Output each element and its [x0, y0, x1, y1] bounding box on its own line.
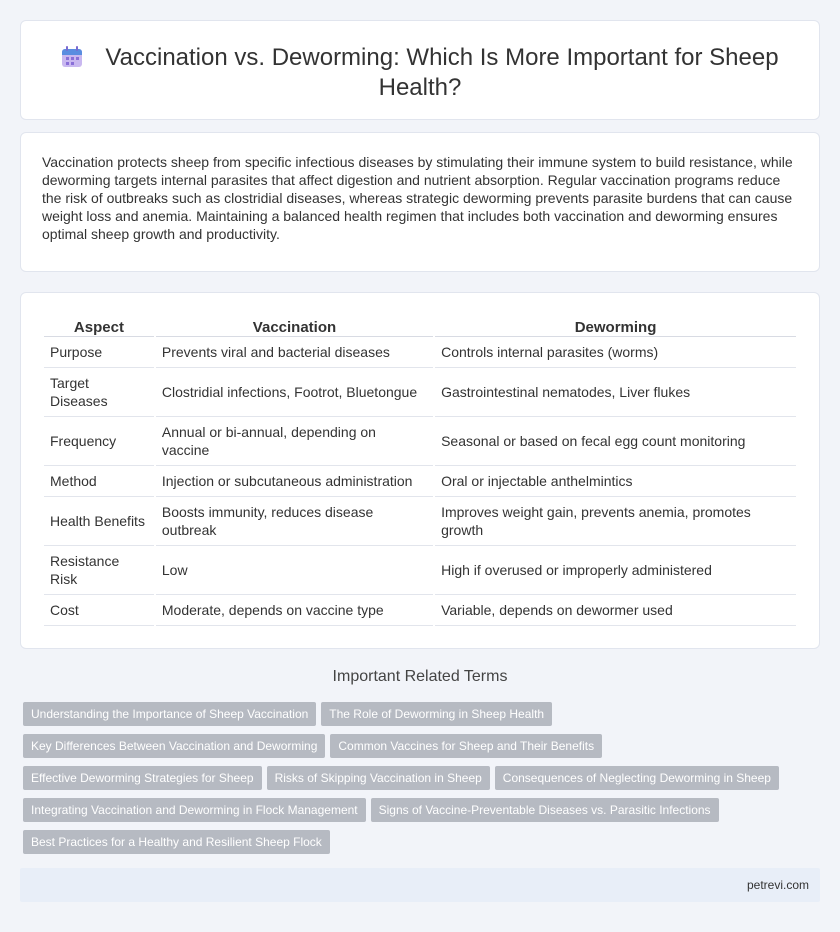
- comparison-table: [42, 315, 798, 626]
- cell-vaccination: Injection or subcutaneous administration: [156, 466, 433, 497]
- header-aspect: Aspect: [44, 315, 154, 337]
- header-vaccination: Vaccination: [156, 315, 433, 337]
- related-term-tag[interactable]: Consequences of Neglecting Deworming in Sheep: [495, 766, 779, 790]
- cell-deworming: Variable, depends on dewormer used: [435, 595, 796, 626]
- related-term-tag[interactable]: Best Practices for a Healthy and Resilient Sheep Flock: [23, 830, 330, 854]
- cell-vaccination: Moderate, depends on vaccine type: [156, 595, 433, 626]
- cell-vaccination: Boosts immunity, reduces disease outbreak: [156, 497, 433, 546]
- related-term-tag[interactable]: Key Differences Between Vaccination and Deworming: [23, 734, 325, 758]
- cell-aspect: Cost: [44, 595, 154, 626]
- cell-aspect: Health Benefits: [44, 497, 154, 546]
- comparison-card: [20, 292, 820, 649]
- cell-vaccination: Low: [156, 546, 433, 595]
- table-row: [44, 466, 796, 497]
- cell-aspect: Target Diseases: [44, 368, 154, 417]
- related-term-tag[interactable]: Signs of Vaccine-Preventable Diseases vs. Parasitic Infections: [371, 798, 719, 822]
- cell-aspect: Purpose: [44, 337, 154, 368]
- related-term-tag[interactable]: Common Vaccines for Sheep and Their Benefits: [330, 734, 602, 758]
- related-term-tag[interactable]: Risks of Skipping Vaccination in Sheep: [267, 766, 490, 790]
- table-header-row: [44, 315, 796, 337]
- table-row: [44, 595, 796, 626]
- cell-vaccination: Clostridial infections, Footrot, Bluetongue: [156, 368, 433, 417]
- footer-site-link[interactable]: petrevi.com: [746, 878, 809, 892]
- page-title-wrap: [51, 43, 789, 103]
- table-row: [44, 497, 796, 546]
- intro-paragraph: Vaccination protects sheep from specific infectious diseases by stimulating their immune system to build resistance, while deworming targets internal parasites that affect digestion and nutrient absorption. Regular vaccination programs reduce the risk of outbreaks such as clostridial diseases, whereas strategic deworming prevents parasite burdens that can cause weight loss and anemia. Maintaining a balanced health regimen that includes both vaccination and deworming ensures optimal sheep growth and productivity.: [42, 154, 793, 242]
- cell-deworming: Oral or injectable anthelmintics: [435, 466, 796, 497]
- page-title: Vaccination vs. Deworming: Which Is More Important for Sheep Health?: [105, 44, 779, 101]
- cell-deworming: Seasonal or based on fecal egg count monitoring: [435, 417, 796, 466]
- related-terms-list: [23, 702, 823, 862]
- cell-deworming: Improves weight gain, prevents anemia, promotes growth: [435, 497, 796, 546]
- cell-aspect: Frequency: [44, 417, 154, 466]
- related-term-tag[interactable]: The Role of Deworming in Sheep Health: [321, 702, 552, 726]
- related-terms-heading: Important Related Terms: [332, 668, 508, 685]
- cell-aspect: Resistance Risk: [44, 546, 154, 595]
- footer: [20, 868, 820, 902]
- table-row: [44, 368, 796, 417]
- cell-vaccination: Prevents viral and bacterial diseases: [156, 337, 433, 368]
- related-term-tag[interactable]: Understanding the Importance of Sheep Vaccination: [23, 702, 316, 726]
- table-row: [44, 546, 796, 595]
- calendar-icon: [61, 46, 83, 68]
- related-term-tag[interactable]: Effective Deworming Strategies for Sheep: [23, 766, 262, 790]
- cell-aspect: Method: [44, 466, 154, 497]
- cell-vaccination: Annual or bi-annual, depending on vaccine: [156, 417, 433, 466]
- header-deworming: Deworming: [435, 315, 796, 337]
- cell-deworming: Controls internal parasites (worms): [435, 337, 796, 368]
- title-card: [20, 20, 820, 120]
- intro-card: [20, 132, 820, 272]
- table-row: [44, 417, 796, 466]
- table-row: [44, 337, 796, 368]
- cell-deworming: Gastrointestinal nematodes, Liver flukes: [435, 368, 796, 417]
- cell-deworming: High if overused or improperly administered: [435, 546, 796, 595]
- related-term-tag[interactable]: Integrating Vaccination and Deworming in Flock Management: [23, 798, 366, 822]
